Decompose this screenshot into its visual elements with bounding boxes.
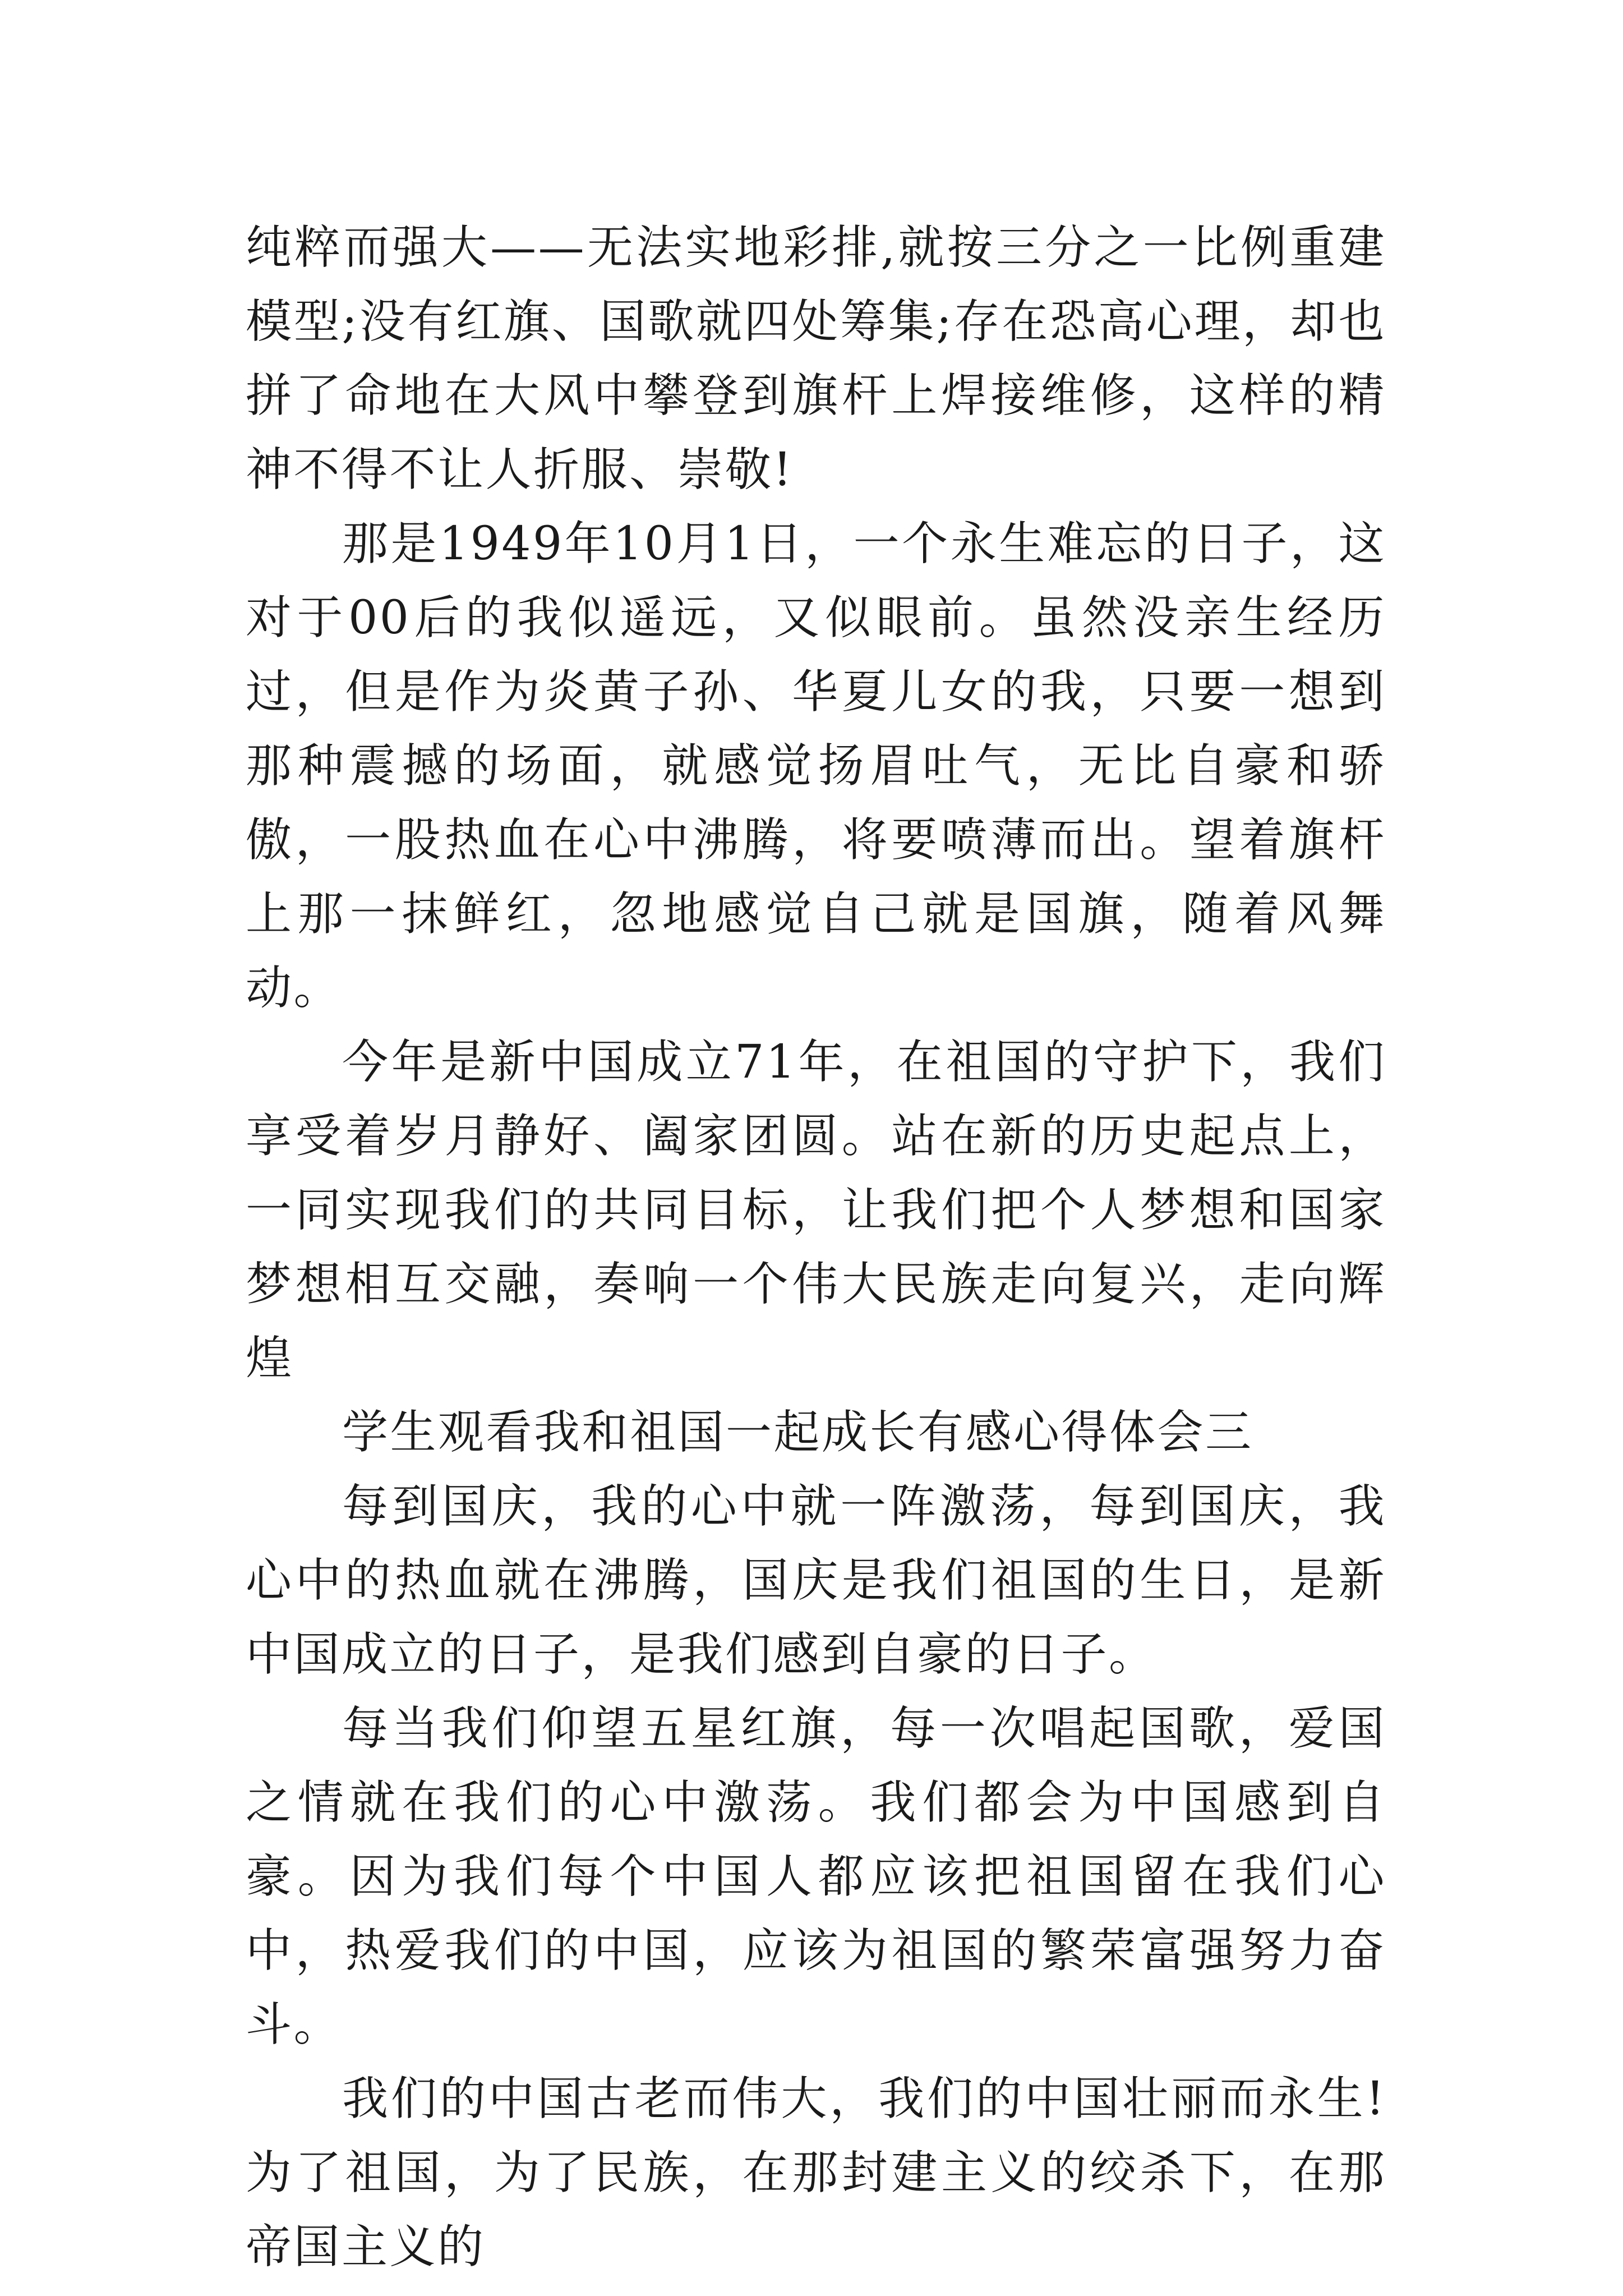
paragraph-founding-day: 那是1949年10月1日，一个永生难忘的日子，这对于00后的我似遥远，又似眼前。虽然没亲生经历过，但是作为炎黄子孙、华夏儿女的我，只要一想到那种震撼的场面，就感觉扬眉吐气，无比自豪和骄傲，一股热血在心中沸腾，将要喷薄而出。望着旗杆上那一抹鲜红，忽地感觉自己就是国旗，随着风舞动。: [246, 517, 1386, 1015]
paragraph-continuation: 纯粹而强大——无法实地彩排,就按三分之一比例重建模型;没有红旗、国歌就四处筹集;存在恐高心理，却也拼了命地在大风中攀登到旗杆上焊接维修，这样的精神不得不让人折服、崇敬!: [246, 221, 1386, 496]
paragraph-flag-anthem: 每当我们仰望五星红旗，每一次唱起国歌，爱国之情就在我们的心中激荡。我们都会为中国感到自豪。因为我们每个中国人都应该把祖国留在我们心中，热爱我们的中国，应该为祖国的繁荣富强努力奋斗。: [246, 1702, 1386, 2051]
paragraph-national-day: 每到国庆，我的心中就一阵激荡，每到国庆，我心中的热血就在沸腾，国庆是我们祖国的生日，是新中国成立的日子，是我们感到自豪的日子。: [246, 1480, 1386, 1681]
section-heading: 学生观看我和祖国一起成长有感心得体会三: [342, 1406, 1253, 1459]
paragraph-ancient-china: 我们的中国古老而伟大，我们的中国壮丽而永生!为了祖国，为了民族，在那封建主义的绞杀下，在那帝国主义的: [246, 2072, 1386, 2274]
document-body: [246, 211, 1386, 2284]
paragraph-71-years: 今年是新中国成立71年，在祖国的守护下，我们享受着岁月静好、阖家团圆。站在新的历史起点上，一同实现我们的共同目标，让我们把个人梦想和国家梦想相互交融，奏响一个伟大民族走向复兴，走向辉煌: [246, 1036, 1386, 1385]
